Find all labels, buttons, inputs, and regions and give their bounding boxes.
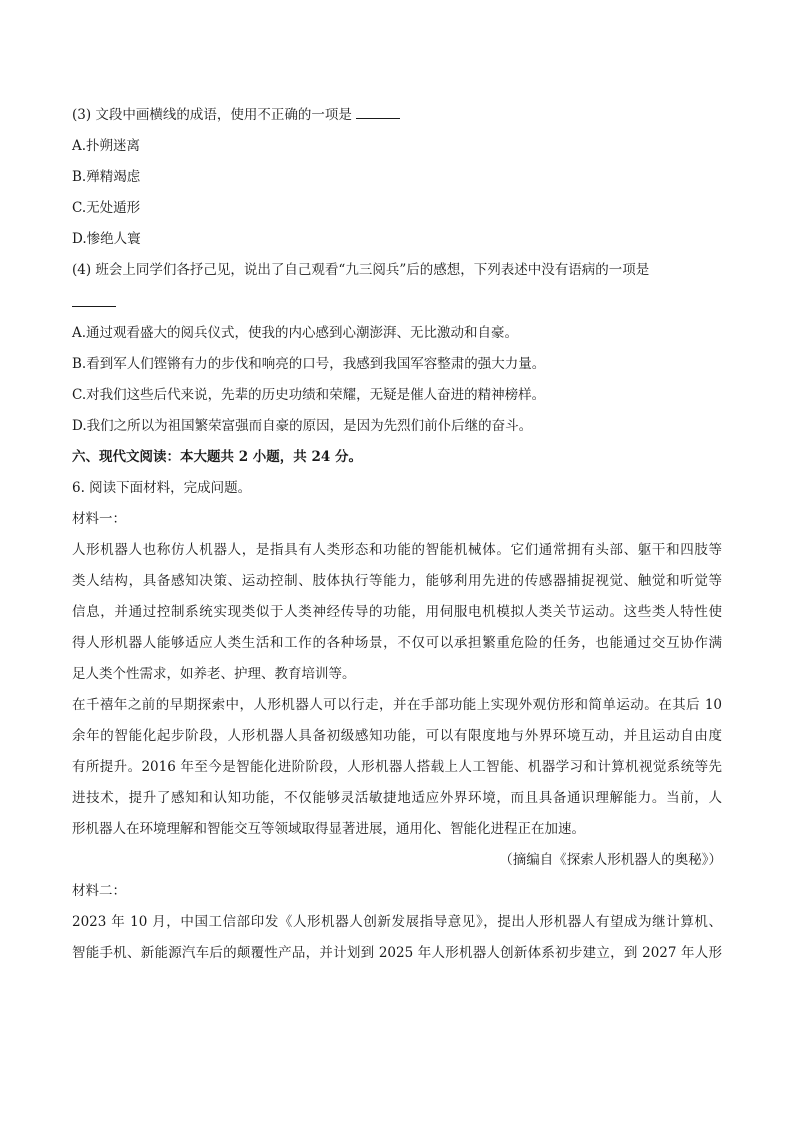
answer-blank[interactable]: [356, 106, 400, 119]
material-2-paragraph-1: [72, 907, 722, 969]
paragraph-line: 人形机器人也称仿人机器人，是指具有人类形态和功能的智能机械体。它们通常拥有头部、躯干和四肢等: [72, 542, 722, 558]
paragraph-line: 进技术，提升了感知和认知功能，不仅能够灵活敏捷地适应外界环境，而且具备通识理解能力。当前，人: [72, 790, 722, 806]
paragraph-line: 类人结构，具备感知决策、运动控制、肢体执行等能力，能够利用先进的传感器捕捉视觉、触觉和听觉等: [72, 573, 722, 589]
material-1-paragraph-1: [72, 535, 722, 690]
question-3-option-b[interactable]: B.殚精竭虑: [72, 169, 141, 185]
question-4-option-a[interactable]: A.通过观看盛大的阅兵仪式，使我的内心感到心潮澎湃、无比激动和自豪。: [72, 325, 519, 341]
section-6-title: 六、现代文阅读：本大题共 2 小题，共 24 分。: [72, 449, 362, 465]
paragraph-line: 余年的智能化起步阶段，人形机器人具备初级感知功能，可以有限度地与外界环境互动，并且运动自由度: [72, 728, 722, 744]
paragraph-line: 有所提升。2016 年至今是智能化进阶阶段，人形机器人搭载上人工智能、机器学习和计算机视觉系统等先: [72, 759, 722, 775]
exam-page: [72, 100, 722, 969]
paragraph-line: 智能手机、新能源汽车后的颠覆性产品，并计划到 2025 年人形机器人创新体系初步建立，到 2027 年人形: [72, 945, 722, 961]
material-1-label: 材料一：: [72, 511, 126, 527]
paragraph-line: 在千禧年之前的早期探索中，人形机器人可以行走，并在手部功能上实现外观仿形和简单运动。在其后 10: [72, 697, 722, 713]
material-2-label: 材料二：: [72, 883, 126, 899]
question-4-option-b[interactable]: B.看到军人们铿锵有力的步伐和响亮的口号，我感到我国军容整肃的强大力量。: [72, 356, 546, 372]
question-3-option-d[interactable]: D.惨绝人寰: [72, 231, 141, 247]
paragraph-line: 形机器人在环境理解和智能交互等领域取得显著进展，通用化、智能化进程正在加速。: [72, 821, 585, 837]
paragraph-line: 得人形机器人能够适应人类生活和工作的各种场景，不仅可以承担繁重危险的任务，也能通过交互协作满: [72, 635, 722, 651]
question-6-stem: 6. 阅读下面材料，完成问题。: [72, 480, 252, 496]
paragraph-line: 2023 年 10 月，中国工信部印发《人形机器人创新发展指导意见》，提出人形机器人有望成为继计算机、: [72, 914, 722, 930]
question-3-option-c[interactable]: C.无处遁形: [72, 200, 141, 216]
question-3-text: (3) 文段中画横线的成语，使用不正确的一项是: [72, 107, 352, 123]
question-4-option-c[interactable]: C.对我们这些后代来说，先辈的历史功绩和荣耀，无疑是催人奋进的精神榜样。: [72, 387, 546, 403]
question-3-option-a[interactable]: A.扑朔迷离: [72, 138, 141, 154]
material-1-paragraph-2: [72, 690, 722, 845]
question-4-option-d[interactable]: D.我们之所以为祖国繁荣富强而自豪的原因，是因为先烈们前仆后继的奋斗。: [72, 418, 533, 434]
paragraph-line: 足人类个性需求，如养老、护理、教育培训等。: [72, 666, 356, 682]
material-1-source: （摘编自《探索人形机器人的奥秘》）: [499, 852, 722, 868]
question-3-stem: [72, 100, 722, 131]
answer-blank[interactable]: [72, 286, 116, 307]
paragraph-line: 信息，并通过控制系统实现类似于人类神经传导的功能，用伺服电机模拟人类关节运动。这些类人特性使: [72, 604, 722, 620]
question-4-stem: (4) 班会上同学们各抒己见，说出了自己观看“九三阅兵”后的感想，下列表述中没有语病的一项是: [72, 262, 650, 278]
